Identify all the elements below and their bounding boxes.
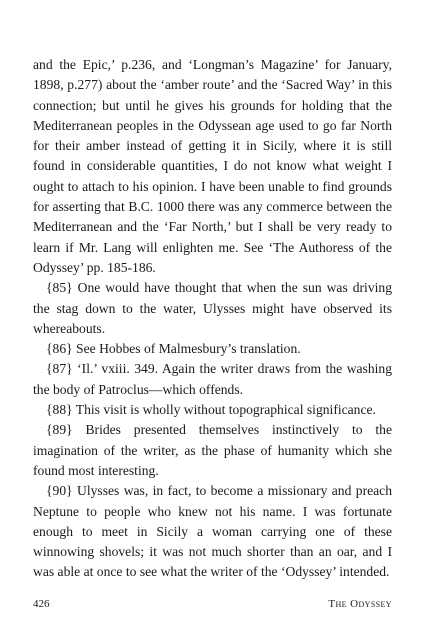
footnote-87: {87} ‘Il.’ vxiii. 349. Again the writer draws from the washing the body of Patroclus—which offends. bbox=[33, 361, 392, 397]
footnote-85: {85} One would have thought that when the sun was driving the stag down to the water, Ulysses might have observed its whereabouts. bbox=[33, 280, 392, 336]
running-title: The Odyssey bbox=[328, 598, 392, 610]
page-body bbox=[33, 55, 392, 583]
footnote-90: {90} Ulysses was, in fact, to become a missionary and preach Neptune to people who knew not his name. I was fortunate enough to meet in Sicily a woman carrying one of these winnowing shovels; it was not much shorter than an oar, and I was able at once to see what the writer of the ‘Odyssey’ intended. bbox=[33, 483, 392, 580]
page-number: 426 bbox=[33, 598, 50, 610]
footnote-89: {89} Brides presented themselves instinctively to the imagination of the writer, as the phase of humanity which she found most interesting. bbox=[33, 422, 392, 478]
footnote-86: {86} See Hobbes of Malmesbury’s translation. bbox=[46, 341, 301, 357]
page-footer bbox=[33, 598, 392, 614]
footnote-continuation: and the Epic,’ p.236, and ‘Longman’s Magazine’ for January, 1898, p.277) about the ‘amber route’ and the ‘Sacred Way’ in this connection; but until he gives his grounds for holding that the Mediterranean peoples in the Odyssean age used to go far North for their amber instead of getting it in Sicily, where it is still found in considerable quantities, I do not know what weight I ought to attach to his opinion. I have been unable to find grounds for asserting that B.C. 1000 there was any commerce between the Mediterranean and the ‘Far North,’ but I shall be very ready to learn if Mr. Lang will enlighten me. See ‘The Authoress of the Odyssey’ pp. 185-186. bbox=[33, 57, 392, 275]
footnote-88: {88} This visit is wholly without topographical significance. bbox=[46, 402, 376, 418]
